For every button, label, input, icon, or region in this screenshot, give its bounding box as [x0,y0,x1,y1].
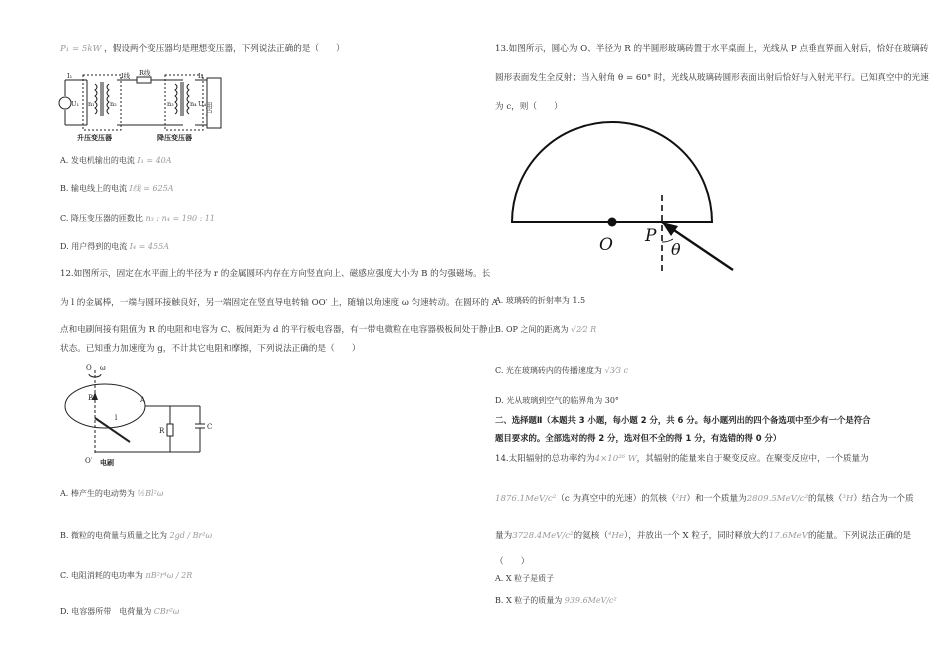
label-step-down: 降压变压器 [157,133,192,142]
section-2-line-2: 题目要求的。全部选对的得 2 分，选对但不全的得 1 分，有选错的得 0 分） [495,433,782,443]
rotating-rod-ring-diagram [60,362,225,472]
q11-intro: P₁ = 5kW ，假设两个变压器均是理想变压器，下列说法正确的是（ ） [60,44,345,54]
q13-line-2: 圆形表面发生全反射；当入射角 θ = 60° 时，光线从玻璃砖圆形表面出射后恰好与入射光平行。已知真空中的光速 [495,73,929,83]
label-i4: I₄ [198,72,204,80]
q13-line-3: 为 c，则（ ） [495,102,563,112]
q13-option-b: B. OP 之间的距离为 √2⁄2 R [495,325,597,334]
label-u1: U₁ [71,100,80,108]
q14-option-a: A. X 粒子是质子 [495,574,555,583]
label-u4: U₄ [198,100,207,108]
q12-line-3: 点和电刷间接有阻值为 R 的电阻和电容为 C、板间距为 d 的平行板电容器，有一带电微粒在电容器极板间处于静止 [60,325,497,335]
q14-line-2: 1876.1MeV/c²（c 为真空中的光速）的氘核（²H）和一个质量为2809.5MeV/c²的氚核（³H）结合为一个质 [495,494,914,504]
q11-option-c: C. 降压变压器的匝数比 n₃ : n₄ = 190 : 11 [60,214,215,223]
label-n3: n₃ [167,100,174,108]
label-c: C [207,423,213,431]
label-b: B [88,394,94,402]
label-p: P [645,226,657,246]
label-o: O [599,235,613,255]
label-step-up: 升压变压器 [77,133,112,142]
label-n2: n₂ [110,100,117,108]
label-user: 用户 [205,102,213,116]
transformer-circuit-diagram [55,70,225,145]
label-n1: n₁ [88,100,95,108]
label-n4: n₄ [190,100,197,108]
q11-option-b: B. 输电线上的电流 I线 = 625A [60,184,174,193]
q12-line-1: 12.如图所示，固定在水平面上的半径为 r 的金属圆环内存在方向竖直向上、磁感应强度大小为 B 的匀强磁场。长 [60,269,491,279]
section-2-line-1: 二、选择题Ⅱ（本题共 3 小题，每小题 2 分，共 6 分。每小题列出的四个备选项中至少有一个是符合 [495,415,871,425]
q12-option-a: A. 棒产生的电动势为 ½Bl²ω [60,489,164,498]
q12-line-4: 状态。已知重力加速度为 g，不计其它电阻和摩擦，下列说法正确的是（ ） [60,344,361,354]
q14-line-1: 14.太阳辐射的总功率约为4×10²⁶ W，其辐射的能量来自于聚变反应。在聚变反应中，一个质量为 [495,454,869,464]
label-r-line: R线 [139,69,151,77]
q13-option-c: C. 光在玻璃砖内的传播速度为 √3⁄3 c [495,366,629,375]
label-o-prime: O′ [85,457,93,465]
q14-line-3: 量为3728.4MeV/c²的氦核（⁴He），并放出一个 X 粒子，同时释放大约17.6MeV的能量。下列说法正确的是 [495,531,912,541]
label-a: A [140,396,146,404]
label-i-line: I线 [121,72,131,80]
q11-option-a: A. 发电机输出的电流 I₁ = 40A [60,156,172,165]
q13-line-1: 13.如图所示，圆心为 O、半径为 R 的半圆形玻璃砖置于水平桌面上，光线从 P 点垂直界面入射后，恰好在玻璃砖 [495,44,929,54]
q12-line-2: 为 l 的金属棒，一端与圆环接触良好，另一端固定在竖直导电转轴 OO′ 上，随轴以角速度 ω 匀速转动。在圆环的 A [60,298,498,308]
label-l: l [115,414,118,422]
label-i1: I₁ [67,72,73,80]
q14-line-4: （ ） [495,557,530,567]
q13-option-a: A. 玻璃砖的折射率为 1.5 [495,296,586,305]
label-r: R [159,427,165,435]
q13-option-d: D. 光从玻璃到空气的临界角为 30° [495,396,619,405]
label-o: O [86,364,92,372]
label-brush: 电刷 [100,458,114,467]
q12-option-d: D. 电容器所带 电荷量为 CBr²ω [60,607,180,616]
q12-option-c: C. 电阻消耗的电功率为 πB²r⁴ω / 2R [60,571,193,580]
semicircle-glass-diagram [505,115,765,275]
q12-option-b: B. 微粒的电荷量与质量之比为 2gd / Br²ω [60,531,213,540]
q14-option-b: B. X 粒子的质量为 939.6MeV/c² [495,596,617,605]
label-theta: θ [671,240,681,259]
q11-option-d: D. 用户得到的电流 I₄ = 455A [60,242,169,251]
label-omega: ω [100,364,106,372]
